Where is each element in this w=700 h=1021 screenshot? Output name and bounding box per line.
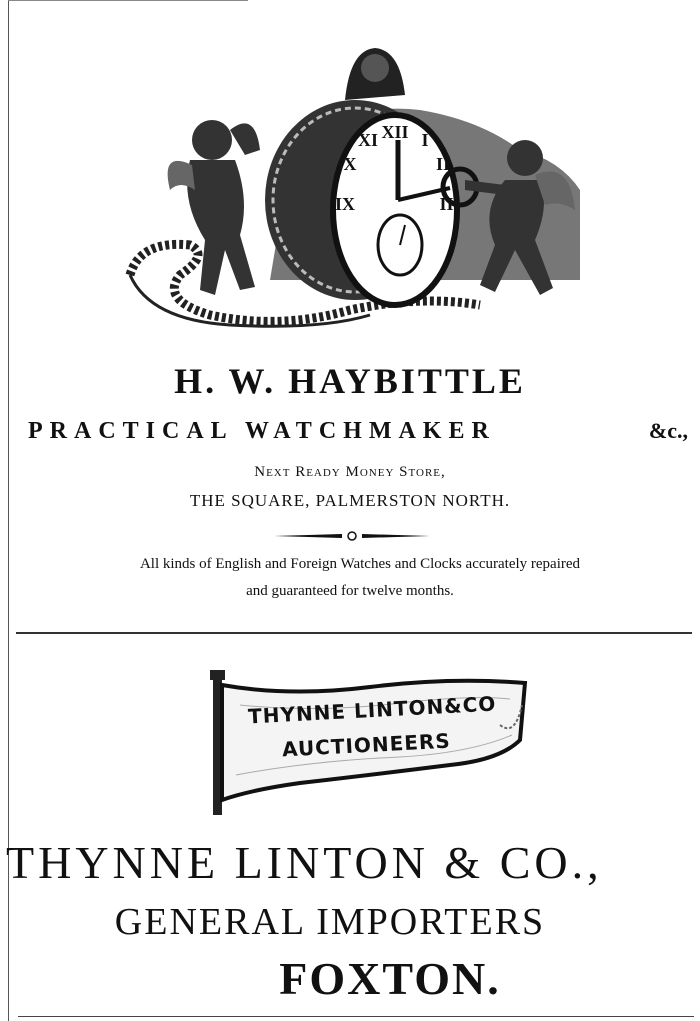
svg-text:X: X <box>343 154 357 174</box>
company-town: FOXTON. <box>279 953 501 1004</box>
bottom-divider <box>18 1016 694 1017</box>
trade-line <box>28 418 688 450</box>
section-divider <box>16 632 692 634</box>
watch-cherubs-illustration <box>120 40 590 345</box>
flag-auctioneers-label: AUCTIONEERS <box>281 728 452 762</box>
company-trade: GENERAL IMPORTERS <box>114 901 546 943</box>
svg-text:IX: IX <box>334 194 356 214</box>
company-name: THYNNE LINTON & CO., <box>6 837 603 888</box>
svg-text:II: II <box>435 154 451 174</box>
svg-text:III: III <box>439 194 461 214</box>
flag-company-name: THYNNE LINTON&CO <box>247 691 497 729</box>
repair-line-2: and guaranteed for twelve months. <box>246 583 454 599</box>
ornament-divider <box>272 528 432 544</box>
top-margin-rule <box>8 0 248 1</box>
address-line-2: THE SQUARE, PALMERSTON NORTH. <box>189 491 511 510</box>
address-line-1: Next Ready Money Store, <box>254 464 446 480</box>
svg-text:XI: XI <box>357 130 379 150</box>
svg-text:I: I <box>421 130 429 150</box>
svg-text:XII: XII <box>381 122 409 142</box>
trade-label: PRACTICAL WATCHMAKER <box>28 418 496 444</box>
watchmaker-name: H. W. HAYBITTLE <box>174 361 526 401</box>
repair-line-1: All kinds of English and Foreign Watches and Clocks accurately repaired <box>139 556 581 572</box>
etc-label: &c., <box>648 418 688 443</box>
